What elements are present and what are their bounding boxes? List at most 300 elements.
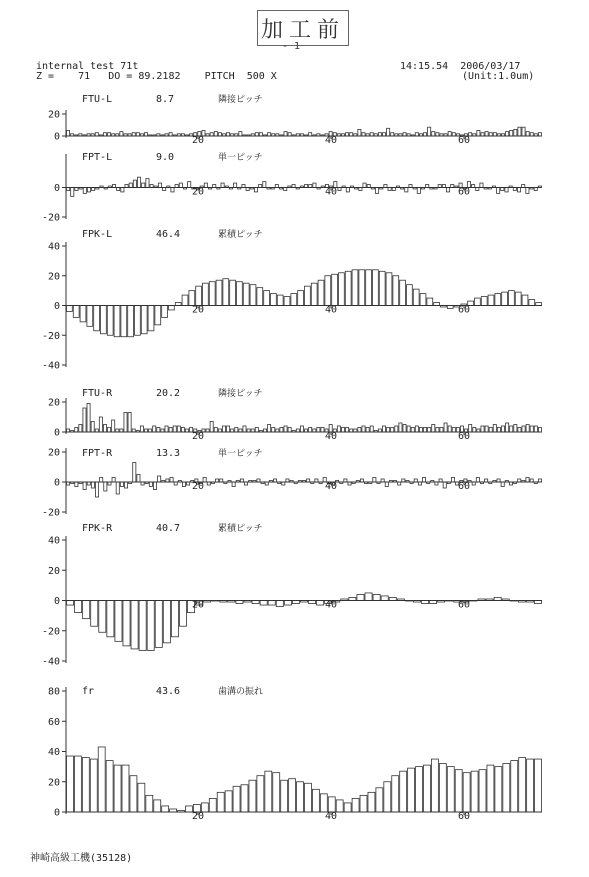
bar [518, 428, 521, 433]
bar [124, 134, 127, 136]
bar [530, 188, 533, 189]
bar [209, 798, 216, 812]
bar [431, 759, 438, 812]
bar [177, 134, 180, 136]
bar [441, 306, 447, 307]
bar [158, 183, 161, 187]
bar [277, 295, 283, 305]
bar [393, 276, 399, 306]
bar [413, 188, 416, 189]
bar [399, 423, 402, 432]
bar [362, 426, 365, 432]
bar [505, 481, 508, 483]
bar [427, 298, 433, 305]
bar [400, 280, 406, 305]
bar [137, 475, 140, 483]
test-name: internal test 71t [36, 61, 139, 72]
bar [318, 280, 324, 305]
bar [358, 428, 361, 433]
bar [325, 276, 331, 306]
bar [419, 134, 422, 136]
bar [210, 422, 213, 433]
bar [124, 482, 127, 488]
bar [354, 134, 357, 136]
bar [276, 601, 283, 607]
bar [239, 132, 242, 136]
bar [503, 764, 510, 812]
bar [317, 188, 320, 189]
bar [103, 425, 106, 433]
bar [526, 188, 529, 194]
x-tick-label: 60 [457, 304, 471, 316]
bar [424, 428, 427, 433]
bar [288, 186, 291, 187]
measurement-params: Z = 71 DO = 89.2182 PITCH 500 X [36, 71, 277, 82]
bar [447, 767, 454, 812]
bar [280, 428, 283, 433]
bar [419, 428, 422, 433]
x-tick-label: 40 [324, 811, 338, 822]
bar [400, 771, 407, 812]
y-tick-label: -20 [41, 330, 60, 342]
y-tick-label: 40 [47, 747, 60, 758]
bar [493, 425, 496, 433]
bar [430, 188, 433, 189]
bar [366, 270, 372, 306]
bar [100, 186, 103, 187]
bar [526, 478, 529, 483]
bar [112, 478, 115, 483]
bar [538, 186, 541, 187]
bar [269, 481, 272, 483]
bar [484, 188, 487, 189]
bar [209, 282, 215, 306]
bar [79, 134, 82, 136]
bar [128, 413, 131, 433]
bar [157, 134, 160, 136]
bar [501, 482, 504, 487]
bar [489, 482, 492, 484]
bar [128, 134, 131, 136]
bar [527, 759, 534, 812]
bar [155, 601, 162, 648]
bar [297, 782, 304, 812]
bar [79, 425, 82, 433]
x-tick-label: 60 [457, 481, 471, 492]
bar [259, 431, 262, 433]
y-tick-label: 60 [47, 716, 60, 728]
bar [181, 428, 184, 433]
bar [428, 428, 431, 433]
bar [406, 481, 409, 483]
bar [381, 596, 388, 601]
bar [157, 428, 160, 433]
bar [91, 422, 94, 433]
bar [408, 768, 415, 812]
y-tick-label: -20 [41, 626, 60, 638]
bar [332, 274, 338, 305]
y-tick-label: 20 [47, 565, 60, 577]
bar [212, 601, 219, 602]
bar [298, 291, 304, 306]
bar [328, 797, 335, 812]
bar [290, 481, 293, 483]
bar [108, 428, 111, 433]
bar [75, 428, 78, 433]
bar [509, 186, 512, 187]
bar [80, 306, 86, 322]
bar [346, 428, 349, 433]
bar [173, 135, 176, 136]
panel-name: FPK-L [82, 229, 113, 240]
bar [444, 423, 447, 432]
bar [233, 786, 240, 812]
bar [373, 594, 380, 600]
bar [370, 426, 373, 432]
bar [278, 482, 281, 484]
y-tick-label: 0 [53, 131, 60, 143]
bar [148, 306, 154, 331]
bar [443, 482, 446, 488]
bar [510, 426, 513, 432]
bar [249, 780, 256, 812]
bar [114, 765, 121, 812]
bar [268, 425, 271, 433]
bar [71, 188, 74, 197]
bar [167, 186, 170, 187]
bar [505, 188, 508, 192]
bar [366, 428, 369, 433]
bar [535, 759, 542, 812]
bar [254, 188, 257, 192]
bar [255, 428, 258, 433]
bar [158, 476, 161, 482]
bar [486, 599, 493, 601]
bar [67, 306, 73, 312]
bar [411, 135, 414, 136]
bar [284, 132, 287, 136]
y-tick-label: 0 [53, 807, 60, 819]
bar [529, 300, 535, 306]
bar [214, 132, 217, 136]
bar [344, 803, 351, 812]
bar [235, 134, 238, 136]
bar [83, 408, 86, 432]
bar [263, 135, 266, 136]
bar [112, 134, 115, 136]
y-tick-label: 20 [47, 777, 60, 789]
bar [272, 428, 275, 433]
bar [488, 188, 491, 189]
bar [108, 186, 111, 187]
bar [265, 771, 272, 812]
bar [495, 294, 501, 306]
panel-name: FPK-R [82, 523, 113, 534]
bar [475, 298, 481, 305]
bar [149, 482, 152, 487]
bar [377, 482, 380, 484]
bar [373, 270, 379, 306]
bar [375, 188, 378, 194]
bar [249, 481, 252, 483]
bar [75, 601, 82, 613]
bar [225, 791, 232, 812]
panel-jp-label: 歯溝の振れ [218, 687, 264, 697]
bar [407, 285, 413, 306]
bar [235, 428, 238, 433]
bar [271, 188, 274, 189]
bar [75, 135, 78, 136]
bar [217, 792, 224, 812]
bar [487, 765, 494, 812]
bar [405, 601, 412, 602]
bar [305, 286, 311, 305]
bar [153, 482, 156, 490]
bar [171, 188, 174, 192]
bar [257, 288, 263, 306]
x-tick-label: 40 [324, 599, 338, 611]
bar [91, 134, 94, 136]
bar [298, 481, 301, 483]
x-tick-label: 20 [191, 811, 205, 822]
bar [284, 297, 290, 306]
bar [161, 135, 164, 136]
bar [337, 134, 340, 136]
bar [352, 798, 359, 812]
bar [129, 482, 132, 484]
bar [446, 188, 449, 192]
bar [162, 306, 168, 318]
bar [145, 482, 148, 484]
bar [509, 291, 515, 306]
bar [135, 306, 141, 336]
bar [237, 282, 243, 306]
bar [139, 601, 146, 651]
bar [133, 180, 136, 187]
x-tick-label: 40 [324, 186, 338, 198]
bar [352, 270, 358, 306]
bar [222, 426, 225, 432]
bar [522, 481, 525, 483]
bar [420, 294, 426, 306]
bar [321, 428, 324, 433]
bar [79, 188, 82, 189]
bar [106, 761, 113, 812]
bar [300, 134, 303, 136]
bar [502, 292, 508, 305]
bar [214, 428, 217, 433]
bar [440, 428, 443, 433]
bar [211, 482, 214, 484]
bar [413, 601, 420, 603]
x-tick-label: 20 [191, 431, 205, 442]
bar [359, 270, 365, 306]
bar [104, 482, 107, 491]
bar [273, 773, 280, 812]
bar [506, 423, 509, 432]
bar [447, 482, 450, 484]
panel-name: FTU-L [82, 94, 113, 105]
y-tick-label: 40 [47, 241, 60, 253]
bar [128, 306, 134, 337]
bar [387, 128, 390, 136]
bar [296, 188, 299, 189]
bar [379, 271, 385, 305]
bar [221, 183, 224, 187]
panel-jp-label: 累積ピッチ [218, 524, 263, 534]
bar [340, 482, 343, 484]
bar [188, 182, 191, 188]
bar [124, 413, 127, 433]
bar [514, 482, 517, 484]
bar [397, 599, 404, 601]
bar [155, 306, 161, 325]
bar [395, 426, 398, 432]
bar [115, 601, 122, 642]
bar [196, 286, 202, 305]
bar [154, 186, 157, 187]
x-tick-label: 40 [324, 431, 338, 442]
bar [421, 188, 424, 189]
bar [71, 431, 74, 433]
bar [67, 756, 74, 812]
panel-value: 46.4 [156, 229, 181, 240]
panel-value: 9.0 [156, 152, 175, 163]
panel-name: FPT-R [82, 448, 113, 459]
bar [356, 481, 359, 483]
bar [291, 294, 297, 306]
bar [292, 431, 295, 433]
bar [410, 482, 413, 484]
bar [446, 601, 453, 602]
bar [434, 188, 437, 189]
bar [428, 127, 431, 136]
bar [116, 134, 119, 136]
bar [501, 134, 504, 136]
bar [382, 426, 385, 432]
bar [178, 810, 185, 812]
bar [485, 132, 488, 136]
bar [114, 306, 120, 337]
bar [121, 306, 127, 337]
y-tick-label: 0 [53, 596, 60, 607]
bar [179, 183, 182, 187]
bar [281, 780, 288, 812]
y-tick-label: -40 [41, 360, 60, 372]
bar [99, 601, 106, 633]
y-tick-label: 0 [53, 301, 60, 312]
bar [519, 758, 526, 812]
bar [502, 599, 509, 601]
bar [534, 482, 537, 484]
bar [416, 767, 423, 812]
bar [289, 779, 296, 812]
bar [100, 478, 103, 483]
bar [313, 183, 316, 187]
bar [181, 134, 184, 136]
bar [463, 773, 470, 812]
bar [399, 134, 402, 136]
bar [177, 426, 180, 432]
bar [352, 482, 355, 484]
bar [526, 425, 529, 433]
bar [403, 425, 406, 433]
bar [407, 426, 410, 432]
y-tick-label: 40 [47, 535, 60, 547]
y-tick-label: -20 [41, 507, 60, 519]
bar [182, 295, 188, 305]
x-tick-label: 20 [191, 304, 205, 316]
bar [296, 134, 299, 136]
bar [173, 426, 176, 432]
bar [107, 306, 113, 336]
bar [517, 188, 520, 192]
bar [232, 482, 235, 487]
x-tick-label: 20 [191, 186, 205, 198]
bar [300, 601, 307, 603]
bar [510, 131, 513, 137]
bar [371, 188, 374, 189]
panel-value: 40.7 [156, 523, 181, 534]
bar [431, 481, 434, 483]
bar [99, 135, 102, 136]
bar [82, 758, 89, 812]
bar [87, 134, 90, 136]
bar [112, 420, 115, 432]
bar [448, 426, 451, 432]
bar [130, 776, 137, 812]
bar [341, 599, 348, 601]
bar [405, 188, 408, 192]
bar [320, 794, 327, 812]
bar [526, 601, 533, 603]
bar [228, 481, 231, 483]
bar [71, 482, 74, 484]
bar [243, 283, 249, 305]
bar [473, 134, 476, 136]
bar [284, 601, 291, 606]
bar [427, 482, 430, 484]
bar [120, 132, 123, 136]
bar [300, 186, 303, 187]
bar [473, 428, 476, 433]
bar [83, 135, 86, 136]
panel-value: 43.6 [156, 686, 181, 697]
bar [424, 765, 431, 812]
bar [305, 783, 312, 812]
bar [374, 431, 377, 433]
bar [373, 478, 376, 483]
bar [476, 478, 479, 483]
bar [222, 134, 225, 136]
bar [440, 134, 443, 136]
x-tick-label: 40 [324, 304, 338, 316]
bar [87, 306, 93, 327]
bar [284, 426, 287, 432]
bar [511, 761, 518, 812]
bar [385, 482, 388, 487]
bar [522, 426, 525, 432]
bar [357, 594, 364, 600]
bar [444, 134, 447, 136]
y-tick-label: 80 [47, 686, 60, 698]
bar [448, 132, 451, 136]
bar [116, 482, 119, 494]
bar [514, 425, 517, 433]
bar [257, 776, 264, 812]
bar [230, 280, 236, 305]
panel-jp-label: 単一ピッチ [218, 449, 263, 459]
